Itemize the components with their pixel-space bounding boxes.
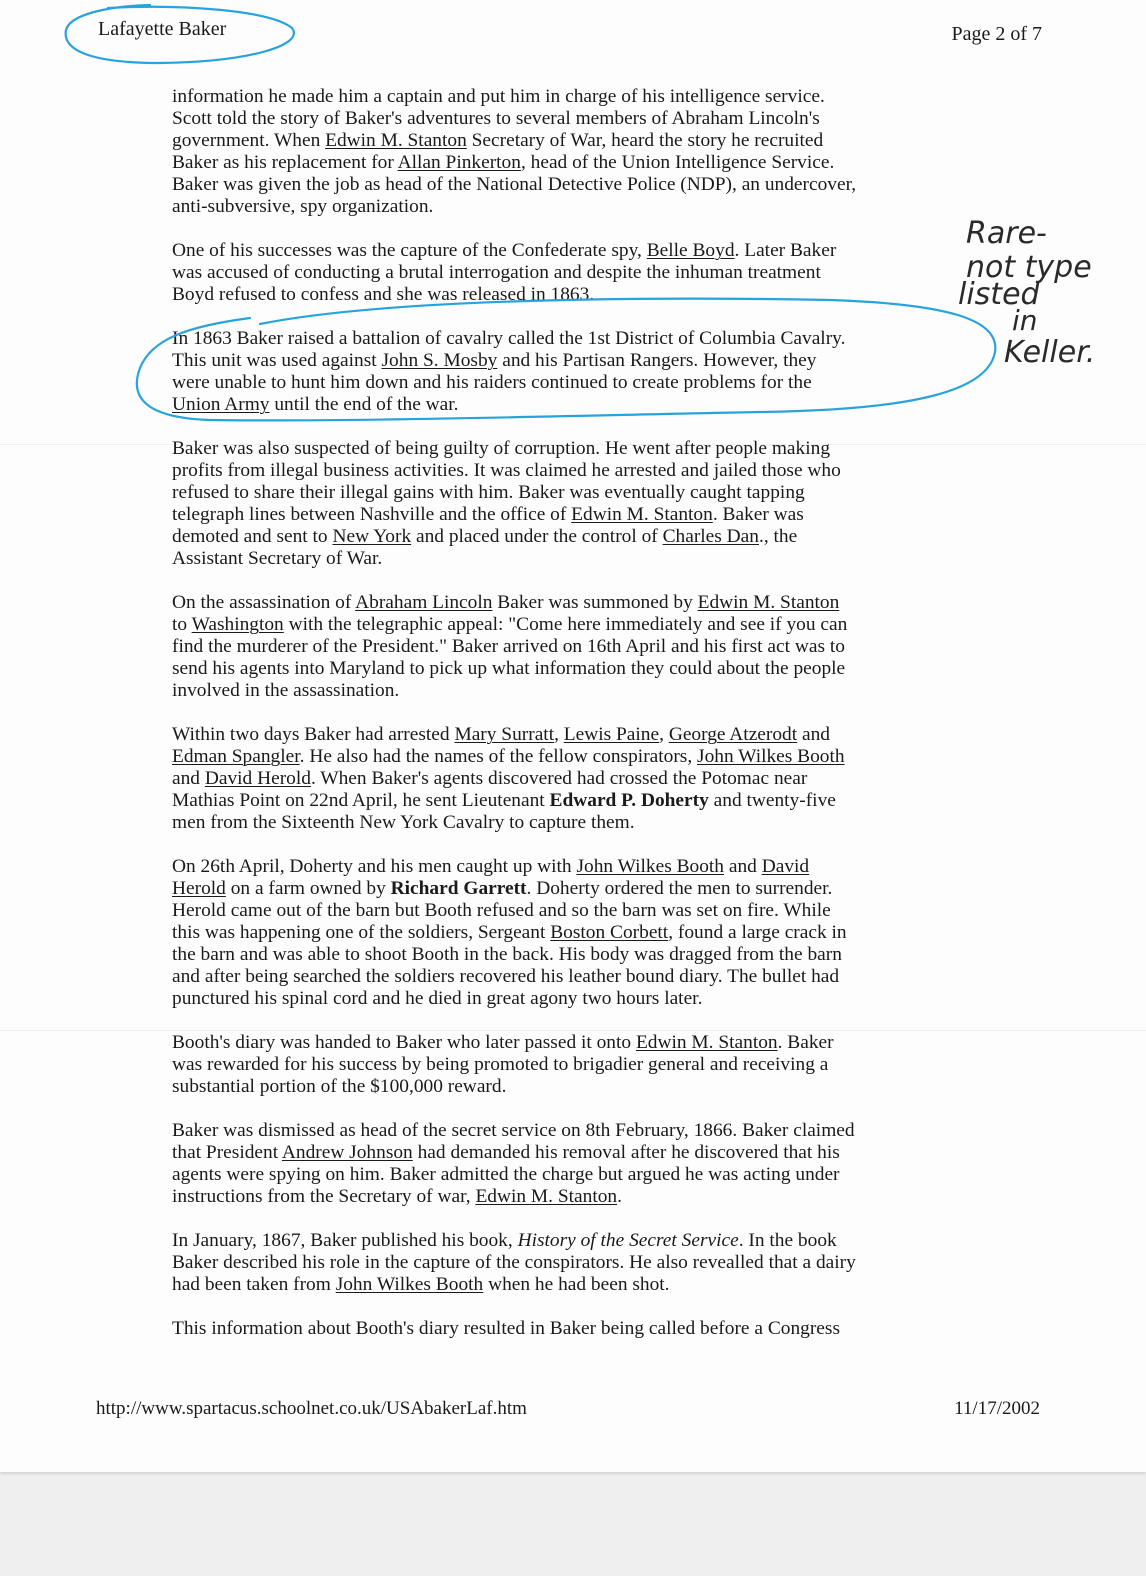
text-run: and: [797, 724, 831, 745]
text-line: [172, 988, 972, 1010]
hyperlink[interactable]: Mary Surratt: [454, 724, 555, 745]
text-line: [172, 1142, 972, 1164]
text-run: . Doherty ordered the men to surrender.: [526, 878, 833, 899]
text-line: [172, 1164, 972, 1186]
text-run: with the telegraphic appeal: "Come here immediately and see if you can: [283, 614, 848, 635]
text-line: [172, 460, 972, 482]
text-run: demoted and sent to: [172, 526, 333, 547]
text-line: [172, 394, 972, 416]
hyperlink[interactable]: Edwin M. Stanton: [697, 592, 840, 613]
text-run: This unit was used against: [172, 350, 382, 371]
text-run: Baker was dismissed as head of the secret service on 8th February, 1866. Baker claimed: [172, 1120, 855, 1141]
paragraph: [172, 328, 972, 416]
text-line: [172, 658, 972, 680]
handwritten-line: not type: [966, 250, 1092, 285]
paragraph: [172, 1120, 972, 1208]
text-line: [172, 174, 972, 196]
text-run: substantial portion of the $100,000 reward.: [172, 1076, 507, 1097]
text-run: were unable to hunt him down and his raiders continued to create problems for the: [172, 372, 812, 393]
handwritten-line: Rare-: [966, 216, 1047, 251]
source-url: http://www.spartacus.schoolnet.co.uk/USAbakerLaf.htm: [96, 1398, 527, 1419]
paragraph: [172, 592, 972, 702]
paragraph: [172, 1230, 972, 1296]
text-line: [172, 790, 972, 812]
text-run: . Baker: [777, 1032, 834, 1053]
text-run: and after being searched the soldiers recovered his leather bound diary. The bullet had: [172, 966, 840, 987]
bold-name: Richard Garrett: [390, 878, 527, 899]
text-line: [172, 856, 972, 878]
text-line: [172, 1230, 972, 1252]
text-run: government. When: [172, 130, 326, 151]
text-line: [172, 812, 972, 834]
text-run: This information about Booth's diary resulted in Baker being called before a Congress: [172, 1318, 840, 1339]
text-line: [172, 86, 972, 108]
text-line: [172, 1318, 972, 1340]
paragraph: [172, 724, 972, 834]
text-line: [172, 900, 972, 922]
paragraph: [172, 1032, 972, 1098]
hyperlink[interactable]: New York: [332, 526, 412, 547]
text-run: when he had been shot.: [483, 1274, 670, 1295]
text-run: and: [172, 768, 205, 789]
text-run: . Baker was: [712, 504, 804, 525]
text-run: profits from illegal business activities. It was claimed he arrested and jailed those who: [172, 460, 841, 481]
text-line: [172, 328, 972, 350]
text-line: [172, 1120, 972, 1142]
text-run: On 26th April, Doherty and his men caught up with: [172, 856, 577, 877]
text-run: Booth's diary was handed to Baker who later passed it onto: [172, 1032, 636, 1053]
text-run: , head of the Union Intelligence Service.: [520, 152, 835, 173]
text-line: [172, 262, 972, 284]
handwritten-line: listed: [958, 277, 1040, 312]
paragraph: [172, 86, 972, 218]
handwritten-line: in: [1012, 304, 1038, 337]
text-line: [172, 482, 972, 504]
hyperlink[interactable]: Andrew Johnson: [281, 1142, 413, 1163]
text-line: [172, 1054, 972, 1076]
text-run: Assistant Secretary of War.: [172, 548, 383, 569]
hyperlink[interactable]: Allan Pinkerton: [397, 152, 521, 173]
text-line: [172, 1252, 972, 1274]
text-line: [172, 548, 972, 570]
bold-name: Edward P. Doherty: [549, 790, 709, 811]
text-run: Boyd refused to confess and she was released in 1863.: [172, 284, 595, 305]
text-run: ,: [554, 724, 564, 745]
paragraph: [172, 1318, 972, 1340]
text-line: [172, 196, 972, 218]
hyperlink[interactable]: Edman Spangler: [172, 746, 300, 767]
text-line: [172, 438, 972, 460]
text-run: , found a large crack in: [668, 922, 847, 943]
text-line: [172, 372, 972, 394]
paragraph: [172, 240, 972, 306]
text-run: In January, 1867, Baker published his book,: [172, 1230, 518, 1251]
hyperlink[interactable]: Washington: [191, 614, 284, 635]
text-run: send his agents into Maryland to pick up what information they could about the people: [172, 658, 846, 679]
text-run: and his Partisan Rangers. However, they: [497, 350, 817, 371]
text-run: Mathias Point on 22nd April, he sent Lieutenant: [172, 790, 550, 811]
text-run: . He also had the names of the fellow conspirators,: [299, 746, 698, 767]
text-line: [172, 526, 972, 548]
hyperlink[interactable]: Charles Dan: [662, 526, 759, 547]
text-run: and placed under the control of: [411, 526, 663, 547]
hyperlink[interactable]: Herold: [172, 878, 226, 899]
text-run: had been taken from: [172, 1274, 336, 1295]
text-run: Baker described his role in the capture of the conspirators. He also reveal​led that a dairy: [172, 1252, 856, 1273]
handwritten-note: [958, 216, 1095, 370]
text-run: In 1863 Baker raised a battalion of cavalry called the 1st District of Columbia Cavalry.: [172, 328, 846, 349]
hyperlink[interactable]: John Wilkes Booth: [335, 1274, 484, 1295]
print-date: 11/17/2002: [954, 1398, 1040, 1419]
text-run: information he made him a captain and put him in charge of his intelligence service.: [172, 86, 825, 107]
text-line: [172, 1274, 972, 1296]
text-run: on a farm owned by: [225, 878, 391, 899]
text-run: had demanded his removal after he discovered that his: [412, 1142, 840, 1163]
text-line: [172, 944, 972, 966]
text-run: and twenty-five: [708, 790, 836, 811]
text-run: until the end of the war.: [269, 394, 459, 415]
text-run: agents were spying on him. Baker admitted the charge but argued he was acting under: [172, 1164, 840, 1185]
text-line: [172, 614, 972, 636]
text-line: [172, 350, 972, 372]
text-run: ,: [659, 724, 669, 745]
header-title: Lafayette Baker: [98, 18, 227, 40]
hyperlink[interactable]: John Wilkes Booth: [697, 746, 845, 767]
text-run: Herold came out of the barn but Booth refused and so the barn was set on fire. While: [172, 900, 831, 921]
text-run: Within two days Baker had arrested: [172, 724, 455, 745]
hyperlink[interactable]: Abraham Lincoln: [355, 592, 493, 613]
text-run: anti-subversive, spy organization.: [172, 196, 434, 217]
text-line: [172, 768, 972, 790]
text-run: Baker as his replacement for: [172, 152, 398, 173]
text-line: [172, 878, 972, 900]
text-run: ., the: [758, 526, 798, 547]
text-line: [172, 680, 972, 702]
paragraph: [172, 438, 972, 570]
hyperlink[interactable]: Edwin M. Stanton: [475, 1186, 618, 1207]
text-run: On the assassination of: [172, 592, 356, 613]
text-run: . In the book: [738, 1230, 837, 1251]
text-line: [172, 1076, 972, 1098]
text-line: [172, 284, 972, 306]
text-run: instructions from the Secretary of war,: [172, 1186, 476, 1207]
text-line: [172, 504, 972, 526]
text-line: [172, 592, 972, 614]
text-run: . When Baker's agents discovered had crossed the Potomac near: [310, 768, 808, 789]
text-run: punctured his spinal cord and he died in great agony two hours later.: [172, 988, 703, 1009]
hyperlink[interactable]: John Wilkes Booth: [576, 856, 724, 877]
hyperlink[interactable]: Edwin M. Stanton: [325, 130, 467, 151]
text-run: was rewarded for his success by being promoted to brigadier general and receiving a: [172, 1054, 829, 1075]
paragraph: [172, 856, 972, 1010]
hyperlink[interactable]: Belle Boyd: [646, 240, 735, 261]
hyperlink[interactable]: Lewis Paine: [563, 724, 660, 745]
hyperlink[interactable]: Union Army: [172, 394, 270, 415]
text-run: was accused of conducting a brutal interrogation and despite the inhuman treatment: [172, 262, 821, 283]
hyperlink[interactable]: John S. Mosby: [381, 350, 498, 371]
handwritten-line: Keller.: [1004, 335, 1096, 370]
hyperlink[interactable]: George Atzerodt: [668, 724, 798, 745]
hyperlink[interactable]: Edwin M. Stanton: [571, 504, 713, 525]
text-run: One of his successes was the capture of the Confederate spy,: [172, 240, 647, 261]
text-line: [172, 240, 972, 262]
hyperlink[interactable]: David Herold: [204, 768, 311, 789]
hyperlink[interactable]: Edwin M. Stanton: [635, 1032, 778, 1053]
text-line: [172, 1032, 972, 1054]
text-run: Secretary of War, heard the story he recruited: [466, 130, 824, 151]
text-run: involved in the assassination.: [172, 680, 400, 701]
text-run: to: [172, 614, 192, 635]
book-title: History of the Secret Service: [517, 1230, 739, 1251]
text-run: men from the Sixteenth New York Cavalry to capture them.: [172, 812, 635, 833]
text-line: [172, 108, 972, 130]
text-line: [172, 922, 972, 944]
text-line: [172, 1186, 972, 1208]
text-run: Baker was also suspected of being guilty of corruption. He went after people making: [172, 438, 831, 459]
text-run: this was happening one of the soldiers, Sergeant: [172, 922, 551, 943]
text-run: that President: [172, 1142, 282, 1163]
text-line: [172, 746, 972, 768]
text-line: [172, 130, 972, 152]
text-run: telegraph lines between Nashville and the office of: [172, 504, 572, 525]
text-run: and: [724, 856, 762, 877]
hyperlink[interactable]: Boston Corbett: [550, 922, 669, 943]
text-run: refused to share their illegal gains with him. Baker was eventually caught tapping: [172, 482, 805, 503]
text-run: Scott told the story of Baker's adventures to several members of Abraham Lincoln's: [172, 108, 820, 129]
text-run: find the murderer of the President." Baker arrived on 16th April and his first act was to: [172, 636, 845, 657]
page-number: Page 2 of 7: [951, 23, 1042, 45]
text-run: . Later Baker: [734, 240, 837, 261]
text-line: [172, 636, 972, 658]
text-line: [172, 966, 972, 988]
text-run: .: [617, 1186, 622, 1207]
text-run: the barn and was able to shoot Booth in the back. His body was dragged from the barn: [172, 944, 842, 965]
article-body: [172, 86, 972, 1362]
text-line: [172, 724, 972, 746]
text-run: Baker was given the job as head of the National Detective Police (NDP), an undercover,: [172, 174, 857, 195]
text-run: Baker was summoned by: [492, 592, 698, 613]
text-line: [172, 152, 972, 174]
hyperlink[interactable]: David: [761, 856, 810, 877]
